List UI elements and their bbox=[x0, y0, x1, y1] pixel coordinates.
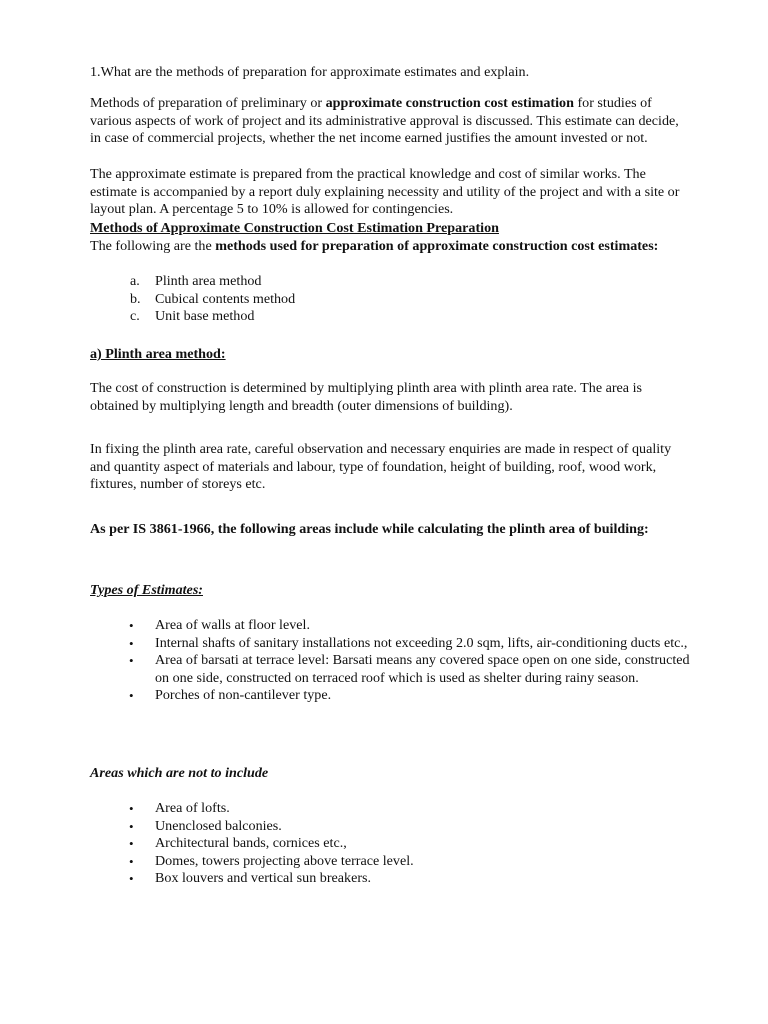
bullet: • bbox=[129, 688, 134, 704]
plinth-paragraph-1: The cost of construction is determined by multiplying plinth area with plinth area rate. The area is obtained by multiplying length and breadth (outer dimensions of building). bbox=[90, 380, 642, 414]
bullet: • bbox=[129, 653, 134, 669]
excluded-areas-list bbox=[90, 800, 690, 888]
bullet: • bbox=[129, 853, 134, 869]
bullet: • bbox=[129, 871, 134, 887]
plinth-heading: a) Plinth area method: bbox=[90, 346, 226, 362]
list-marker: b. bbox=[130, 290, 141, 307]
bullet: • bbox=[129, 818, 134, 834]
bullet: • bbox=[129, 618, 134, 633]
list-item bbox=[90, 687, 690, 705]
list-item-label: Cubical contents method bbox=[155, 290, 296, 307]
methods-heading: Methods of Approximate Construction Cost Estimation Preparation bbox=[90, 220, 499, 236]
list-marker: a. bbox=[130, 273, 140, 289]
list-item-text: Architectural bands, cornices etc., bbox=[155, 835, 347, 852]
list-item bbox=[90, 870, 690, 888]
list-item bbox=[90, 308, 690, 326]
included-areas-list bbox=[90, 617, 690, 705]
list-item-label: Plinth area method bbox=[155, 273, 262, 289]
list-item bbox=[90, 617, 690, 635]
list-item bbox=[90, 818, 690, 836]
list-item bbox=[90, 652, 690, 687]
types-heading: Types of Estimates: bbox=[90, 582, 203, 598]
intro-bold-term: approximate construction cost estimation bbox=[325, 95, 574, 111]
list-item-label: Unit base method bbox=[155, 308, 255, 325]
plinth-paragraph-2: In fixing the plinth area rate, careful observation and necessary enquiries are made in respect of quality and quantity aspect of materials and labour, type of foundation, height of building, roof, wood work, fixtures, number of storeys etc. bbox=[90, 441, 672, 493]
methods-lead-text: The following are the bbox=[90, 238, 216, 254]
bullet: • bbox=[129, 801, 134, 816]
list-item bbox=[90, 291, 690, 309]
list-item bbox=[90, 273, 690, 291]
intro-text-end: for studies of various aspects of work of project and its administrative approval is discussed. This estimate can decide, in case of commercial projects, whether the net income earned justifies the amount invested or not. bbox=[90, 95, 679, 147]
list-item-text: Area of barsati at terrace level: Barsati means any covered space open on one side, constructed on one side, constructed on terraced roof which is used as shelter during rainy season. bbox=[155, 652, 690, 686]
list-item-text: Area of lofts. bbox=[155, 800, 230, 816]
list-item bbox=[90, 853, 690, 871]
question-title: 1.What are the methods of preparation for approximate estimates and explain. bbox=[90, 64, 530, 80]
list-item-text: Porches of non-cantilever type. bbox=[155, 687, 332, 704]
bullet: • bbox=[129, 635, 134, 651]
methods-list bbox=[90, 273, 690, 326]
bullet: • bbox=[129, 836, 134, 852]
list-marker: c. bbox=[130, 308, 140, 325]
intro-text-start: Methods of preparation of preliminary or bbox=[90, 95, 326, 111]
excluded-heading: Areas which are not to include bbox=[90, 765, 269, 781]
list-item bbox=[90, 635, 690, 653]
list-item-text: Unenclosed balconies. bbox=[155, 817, 282, 834]
intro-paragraph bbox=[90, 95, 690, 148]
methods-lead-bold: methods used for preparation of approximate construction cost estimates: bbox=[215, 238, 659, 254]
methods-lead bbox=[90, 238, 690, 256]
list-item bbox=[90, 835, 690, 853]
list-item bbox=[90, 800, 690, 818]
is-code-heading: As per IS 3861-1966, the following areas include while calculating the plinth area of building: bbox=[90, 521, 649, 537]
list-item-text: Area of walls at floor level. bbox=[155, 617, 310, 633]
list-item-text: Internal shafts of sanitary installations not exceeding 2.0 sqm, lifts, air-conditioning ducts etc., bbox=[155, 634, 688, 651]
intro-paragraph-2: The approximate estimate is prepared from the practical knowledge and cost of similar works. The estimate is accompanied by a report duly explaining necessity and utility of the project and with a site or layout plan. A percentage 5 to 10% is allowed for contingencies. bbox=[90, 166, 680, 218]
list-item-text: Box louvers and vertical sun breakers. bbox=[155, 870, 372, 887]
list-item-text: Domes, towers projecting above terrace level. bbox=[155, 852, 414, 869]
